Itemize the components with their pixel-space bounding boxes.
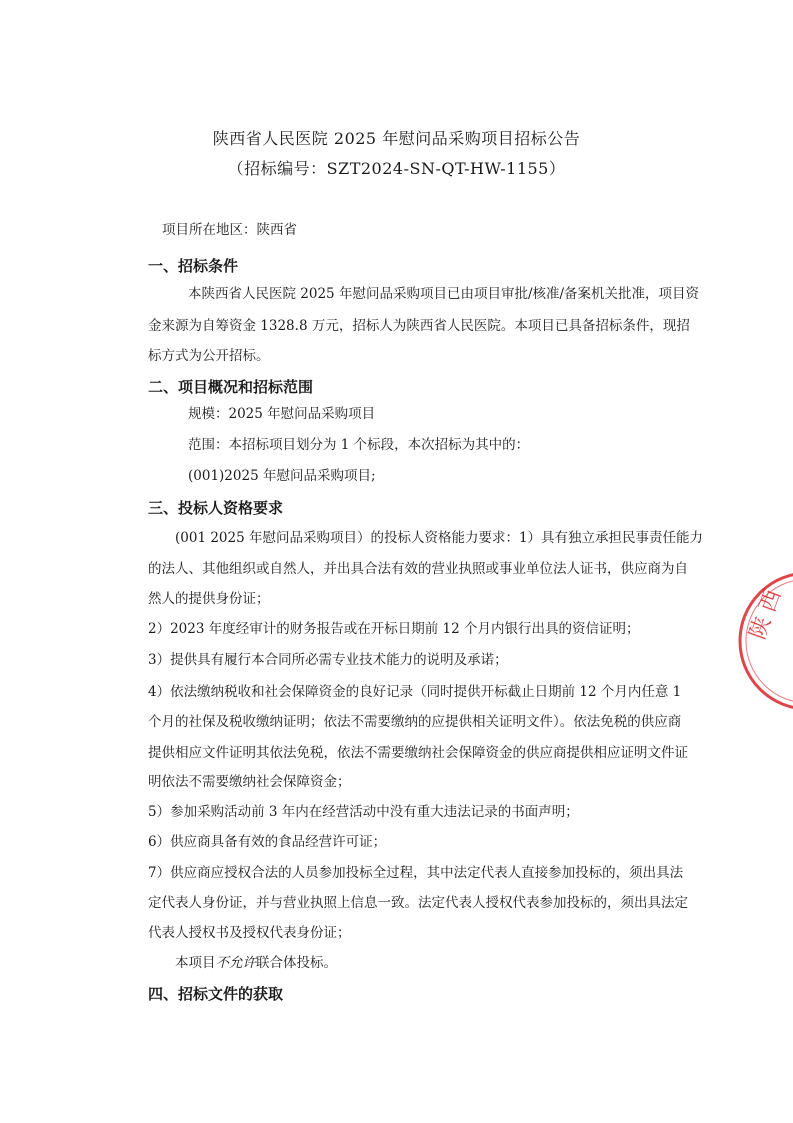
- section-heading-4: 四、招标文件的获取: [148, 985, 284, 1003]
- joint-venture-prefix: 本项目: [175, 955, 216, 971]
- bid-number: （招标编号：SZT2024-SN-QT-HW-1155）: [227, 159, 566, 178]
- qualification-line: 个月的社保及税收缴纳证明；依法不需要缴纳的应提供相关证明文件）。依法免税的供应商: [148, 714, 682, 730]
- joint-venture-line: [175, 954, 337, 972]
- joint-venture-suffix: 联合体投标。: [256, 955, 337, 971]
- paragraph-line: 金来源为自筹资金 1328.8 万元，招标人为陕西省人民医院。本项目已具备招标条件，现招: [148, 318, 690, 334]
- section-heading-1: 一、招标条件: [148, 257, 239, 275]
- qualification-line: (001 2025 年慰问品采购项目）的投标人资格能力要求：1）具有独立承担民事责任能力: [175, 530, 704, 546]
- qualification-line: 3）提供具有履行本合同所必需专业技术能力的说明及承诺；: [148, 652, 508, 668]
- qualification-line: 7）供应商应授权合法的人员参加投标全过程，其中法定代表人直接参加投标的，须出具法: [148, 865, 684, 881]
- document-title: 陕西省人民医院 2025 年慰问品采购项目招标公告: [212, 129, 581, 148]
- qualification-line: 明依法不需要缴纳社会保障资金；: [148, 774, 351, 790]
- paragraph-line: 标方式为公开招标。: [148, 348, 270, 364]
- scale-line: 规模：2025 年慰问品采购项目: [188, 406, 376, 422]
- qualification-line: 5）参加采购活动前 3 年内在经营活动中没有重大违法记录的书面声明；: [148, 804, 579, 820]
- qualification-line: 定代表人身份证，并与营业执照上信息一致。法定代表人授权代表参加投标的，须出具法定: [148, 895, 688, 911]
- qualification-line: 4）依法缴纳税收和社会保障资金的良好记录（同时提供开标截止日期前 12 个月内任意 1: [148, 684, 682, 700]
- project-region: 项目所在地区：陕西省: [162, 222, 297, 238]
- qualification-line: 然人的提供身份证；: [148, 591, 270, 607]
- qualification-line: 6）供应商具备有效的食品经营许可证；: [148, 834, 387, 850]
- section-heading-3: 三、投标人资格要求: [148, 499, 284, 517]
- qualification-line: 代表人授权书及授权代表身份证；: [148, 925, 351, 941]
- qualification-line: 2）2023 年度经审计的财务报告或在开标日期前 12 个月内银行出具的资信证明；: [148, 621, 640, 637]
- paragraph-line: 本陕西省人民医院 2025 年慰问品采购项目已由项目审批/核准/备案机关批准，项目资: [188, 286, 700, 302]
- svg-text:陕 西: 陕 西: [745, 586, 787, 643]
- official-seal-stamp: [738, 566, 793, 716]
- not-allowed-text: 不允许: [215, 955, 256, 971]
- scope-line: 范围：本招标项目划分为 1 个标段，本次招标为其中的：: [188, 437, 530, 453]
- qualification-line: 提供相应文件证明其依法免税，依法不需要缴纳社会保障资金的供应商提供相应证明文件证: [148, 745, 688, 761]
- section-heading-2: 二、项目概况和招标范围: [148, 378, 314, 396]
- qualification-line: 的法人、其他组织或自然人，并出具合法有效的营业执照或事业单位法人证书，供应商为自: [148, 561, 688, 577]
- lot-line: (001)2025 年慰问品采购项目;: [188, 468, 376, 484]
